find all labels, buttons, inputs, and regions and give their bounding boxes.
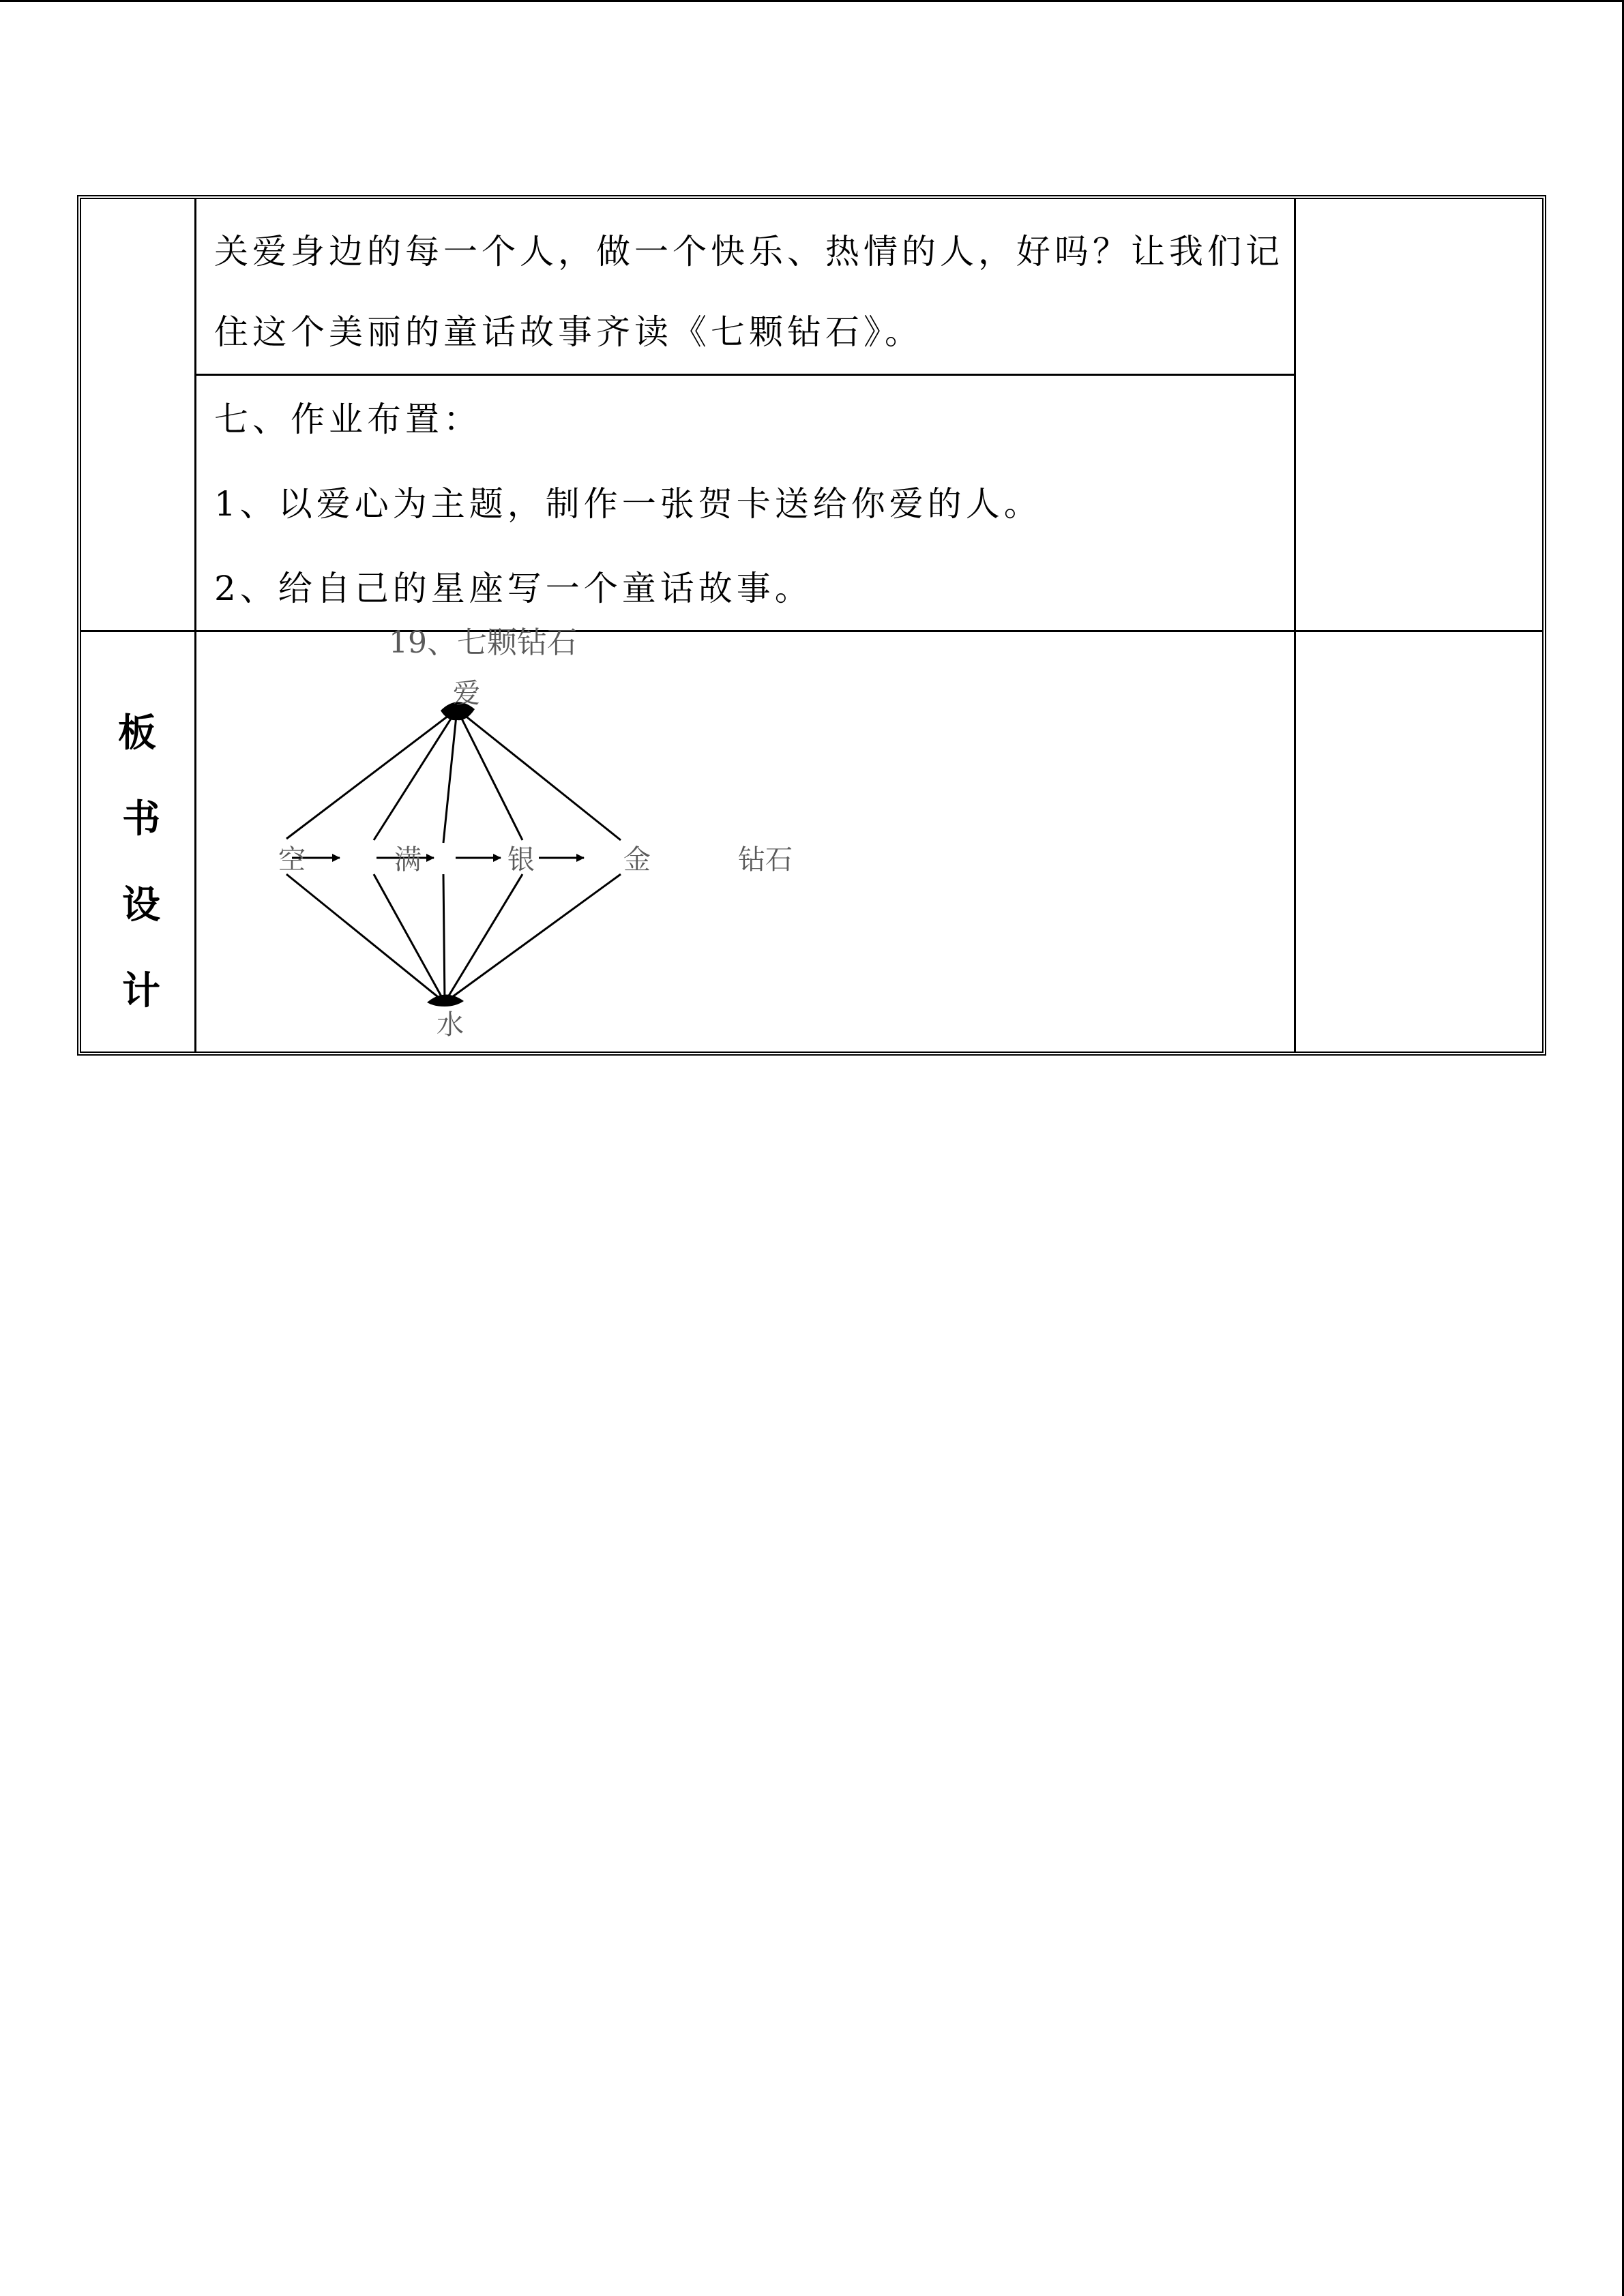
chain-node-2: 满 xyxy=(394,844,422,876)
diagram-title: 19、七颗钻石 xyxy=(389,625,577,660)
homework-heading: 七、作业布置： xyxy=(214,400,482,439)
board-design-label-char-1: 板 xyxy=(118,711,156,756)
board-design-label-char-3: 设 xyxy=(122,883,160,927)
board-design-label-char-2: 书 xyxy=(122,797,160,841)
top-node-label: 爱 xyxy=(453,678,480,709)
bottom-node-marker xyxy=(427,994,464,1007)
page-top-border xyxy=(0,0,1624,2)
board-design-label-char-4: 计 xyxy=(122,969,160,1013)
closing-remark-line-2: 住这个美丽的童话故事齐读《七颗钻石》。 xyxy=(214,312,923,352)
chain-node-3: 银 xyxy=(507,844,535,876)
lesson-plan-table xyxy=(77,195,1546,1056)
chain-node-4: 金 xyxy=(623,844,651,876)
homework-item-1: 1、以爱心为主题，制作一张贺卡送给你爱的人。 xyxy=(214,484,1042,524)
bottom-node-connector-lines xyxy=(286,874,621,1002)
chain-node-1: 空 xyxy=(278,844,306,876)
bottom-node-label: 水 xyxy=(437,1009,464,1041)
closing-remark-line-1: 关爱身边的每一个人，做一个快乐、热情的人，好吗？让我们记 xyxy=(214,232,1284,271)
chain-end-label: 钻石 xyxy=(738,844,793,876)
homework-item-2: 2、给自己的星座写一个童话故事。 xyxy=(214,569,813,608)
top-node-connector-lines xyxy=(286,709,621,843)
board-design-diagram xyxy=(81,199,1542,1052)
